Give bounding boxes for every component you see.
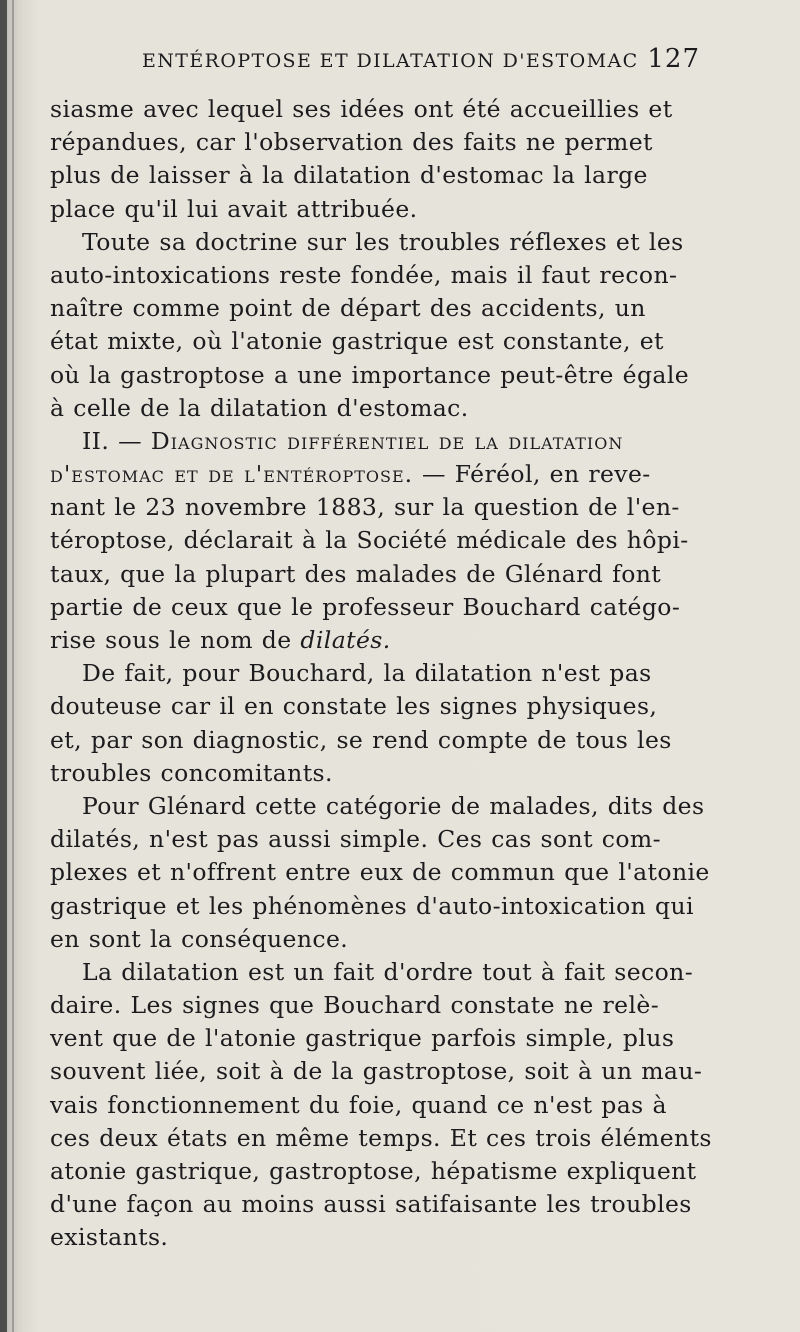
text-line xyxy=(50,624,700,657)
page-header xyxy=(50,44,700,84)
section-title: Diagnostic différentiel de la dilatation xyxy=(150,426,624,455)
text-line: nant le 23 novembre 1883, sur la question de l'en- xyxy=(50,493,680,522)
body-text xyxy=(50,93,712,1255)
text-line: état mixte, où l'atonie gastrique est constante, et xyxy=(50,327,664,356)
text-line: siasme avec lequel ses idées ont été accueillies et xyxy=(50,95,673,123)
section-heading-line xyxy=(50,458,700,491)
text-line: plexes et n'offrent entre eux de commun que l'atonie xyxy=(50,858,710,887)
text-line: partie de ceux que le professeur Bouchard catégo- xyxy=(50,592,681,621)
paragraph-start-line: Toute sa doctrine sur les troubles réflexes et les xyxy=(82,227,684,256)
text-line: d'une façon au moins aussi satifaisante les troubles xyxy=(50,1190,692,1219)
text-line: répandues, car l'observation des faits ne permet xyxy=(50,128,653,157)
section-text: — Féréol, en reve- xyxy=(413,460,651,489)
section-number: II. — xyxy=(82,426,151,455)
binding-shadow xyxy=(12,0,14,1332)
text-line: taux, que la plupart des malades de Glénard font xyxy=(50,559,662,588)
binding-edge xyxy=(0,0,7,1332)
text-line: douteuse car il en constate les signes physiques, xyxy=(50,692,658,721)
text-line: en sont la conséquence. xyxy=(50,924,349,953)
text-line: où la gastroptose a une importance peut-être égale xyxy=(50,360,690,389)
paragraph-start-line: De fait, pour Bouchard, la dilatation n'est pas xyxy=(82,659,652,688)
text-line: place qu'il lui avait attribuée. xyxy=(50,194,418,223)
text-line: troubles concomitants. xyxy=(50,758,333,787)
running-head: ENTÉROPTOSE ET DILATATION D'ESTOMAC xyxy=(142,50,639,72)
text-line: dilatés, n'est pas aussi simple. Ces cas sont com- xyxy=(50,825,661,854)
text-line: daire. Les signes que Bouchard constate ne relè- xyxy=(50,991,660,1020)
text-line: vent que de l'atonie gastrique parfois simple, plus xyxy=(50,1024,675,1053)
section-heading-line xyxy=(50,425,700,458)
text-line: téroptose, déclarait à la Société médicale des hôpi- xyxy=(50,526,689,555)
text-line: à celle de la dilatation d'estomac. xyxy=(50,393,469,422)
section-title-cont: d'estomac et de l'entéroptose. xyxy=(50,460,414,489)
text-line: et, par son diagnostic, se rend compte de tous les xyxy=(50,725,672,754)
paragraph-start-line: Pour Glénard cette catégorie de malades, dits des xyxy=(82,791,705,820)
text-line: existants. xyxy=(50,1223,169,1252)
paragraph-start-line: La dilatation est un fait d'ordre tout à fait secon- xyxy=(82,957,694,986)
page-number: 127 xyxy=(647,44,700,74)
text-line: naître comme point de départ des accidents, un xyxy=(50,294,646,323)
text-line: atonie gastrique, gastroptose, hépatisme expliquent xyxy=(50,1157,697,1185)
text-line: auto-intoxications reste fondée, mais il faut recon- xyxy=(50,260,678,289)
text-line: plus de laisser à la dilatation d'estomac la large xyxy=(50,161,648,190)
text-span: rise sous le nom de xyxy=(50,626,301,654)
text-line: gastrique et les phénomènes d'auto-intoxication qui xyxy=(50,891,694,920)
text-line: souvent liée, soit à de la gastroptose, soit à un mau- xyxy=(50,1057,703,1086)
text-line: vais fonctionnement du foie, quand ce n'est pas à xyxy=(50,1090,667,1119)
text-line: ces deux états en même temps. Et ces trois éléments xyxy=(50,1123,712,1152)
italic-term: dilatés. xyxy=(300,626,391,654)
